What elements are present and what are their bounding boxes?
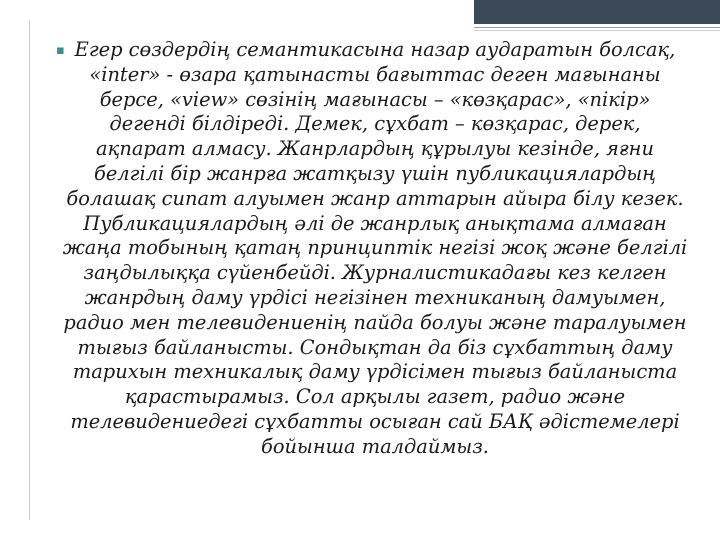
header-accent-line-thin [474, 30, 720, 31]
text-line: жаңа тобының қатаң принциптік негізі жоқ және белгілі [62, 236, 688, 260]
header-accent-line [474, 27, 720, 28]
text-line: Егер сөздердің семантикасына назар аударатын болсақ, [74, 38, 676, 61]
bullet-icon: ▪ [56, 43, 65, 58]
text-line: радио мен телевидениенің пайда болуы және таралуымен [63, 310, 687, 334]
text-line: жанрдың даму үрдісі негізінен техниканың дамуымен, [84, 285, 666, 309]
text-line: телевидениедегі сұхбатты осыған сай БАҚ әдістемелері [70, 409, 680, 433]
text-line: Публикациялардың әлі де жанрлық анықтама алмаған [83, 211, 667, 235]
text-line: бойынша талдаймыз. [261, 434, 489, 458]
text-line: «inter» - өзара қатынасты бағыттас деген мағынаны [89, 62, 661, 86]
text-line: ақпарат алмасу. Жанрлардың құрылуы кезінде, яғни [96, 137, 654, 161]
header-accent-bar [474, 0, 720, 24]
text-line: болашақ сипат алуымен жанр аттарын айыра білу кезек. [66, 186, 684, 210]
left-divider [29, 20, 30, 520]
text-line: тарихын техникалық даму үрдісімен тығыз байланыста [72, 360, 678, 384]
text-line: берсе, «view» сөзінің мағынасы – «көзқарас», «пікір» [99, 87, 651, 111]
text-line: тығыз байланысты. Сондықтан да біз сұхбаттың даму [77, 335, 673, 359]
text-line: дегенді білдіреді. Демек, сұхбат – көзқарас, дерек, [109, 112, 641, 136]
body-text [60, 38, 690, 498]
text-line: қарастырамыз. Сол арқылы газет, радио және [124, 385, 626, 409]
text-line: белгілі бір жанрға жатқызу үшін публикациялардың [94, 161, 656, 185]
text-line: заңдылыққа сүйенбейді. Журналистикадағы кез келген [83, 261, 667, 285]
